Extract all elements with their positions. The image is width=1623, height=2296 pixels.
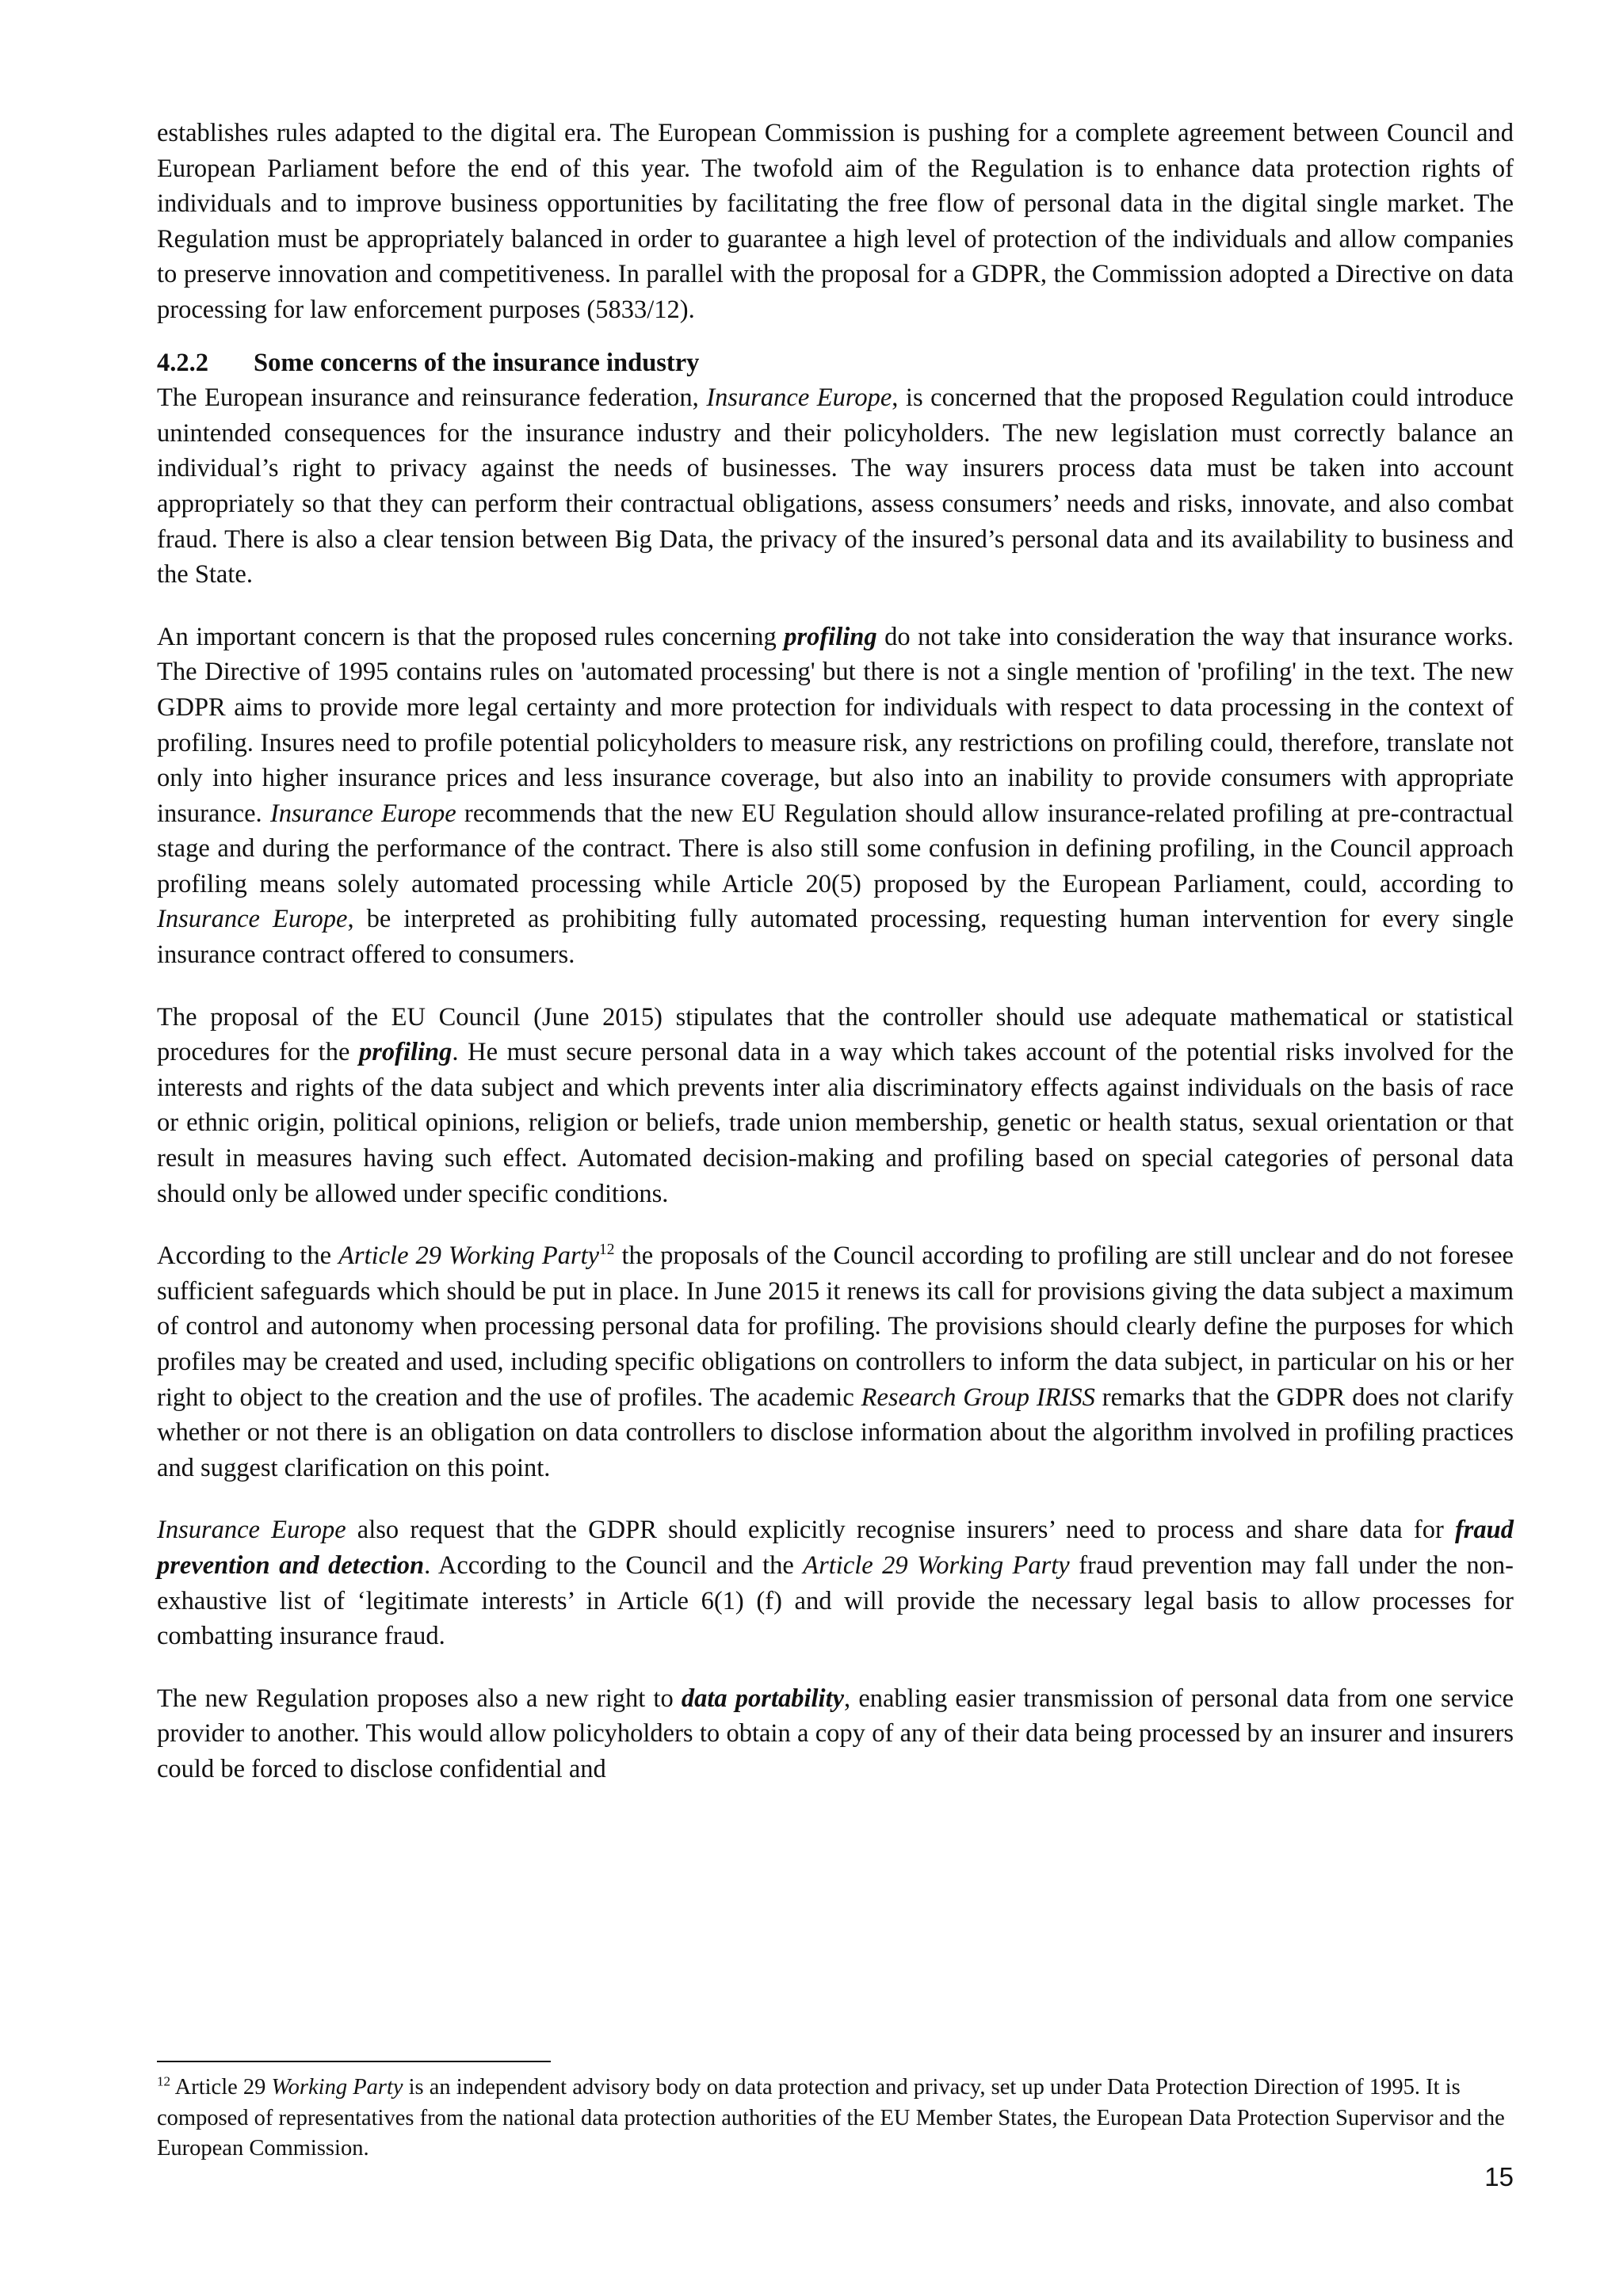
paragraph-5: Insurance Europe also request that the GDPR should explicitly recognise insurers’ need to process and share data for fraud prevention and detection. According to the Council and the Article 29 Working Party fraud prevention may fall under the non-exhaustive list of ‘legitimate interests’ in Article 6(1) (f) and will provide the necessary legal basis to allow processes for combatting insurance fraud. — [157, 1516, 1514, 1651]
key-term: profiling — [784, 622, 877, 651]
emphasis: Insurance Europe — [269, 799, 456, 828]
section-heading — [157, 345, 1514, 381]
page-number: 15 — [1484, 2162, 1514, 2191]
paragraph-6: The new Regulation proposes also a new right to data portability, enabling easier transmission of personal data from one service provider to another. This would allow policyholders to obtain a copy of any of their data being processed by an insurer and insurers could be forced to disclose confidential and — [157, 1684, 1514, 1783]
emphasis: Insurance Europe — [157, 905, 348, 934]
footnote-reference[interactable]: 12 — [599, 1241, 615, 1259]
emphasis: Working Party — [271, 2075, 403, 2100]
emphasis: Insurance Europe — [157, 1516, 346, 1545]
key-term: data portability — [681, 1684, 845, 1713]
footnote: $^{12}$ Article 29 Working Party is an independent advisory body on data protection and privacy, set up under Data Protection Direction of 1995. It is composed of representatives from the national data protection authorities of the EU Member States, the European Data Protection Supervisor and the European Commission. — [157, 2073, 1505, 2161]
paragraph-4: According to the Article 29 Working Party$^{12}$ the proposals of the Council according to profiling are still unclear and do not foresee sufficient safeguards which should be put in place. In June 2015 it renews its call for provisions giving the data subject a maximum of control and autonomy when processing personal data for profiling. The provisions should clearly define the purposes for which profiles may be created and used, including specific obligations on controllers to inform the data subject, in particular on his or her right to object to the creation and the use of profiles. The academic Research Group IRISS remarks that the GDPR does not clarify whether or not there is an obligation on data controllers to disclose information about the algorithm involved in profiling practices and suggest clarification on this point. — [157, 1241, 1514, 1482]
footnote-separator — [157, 2061, 551, 2062]
paragraph-3: The proposal of the EU Council (June 2015) stipulates that the controller should use adequate mathematical or statistical procedures for the profiling. He must secure personal data in a way which takes account of the potential risks involved for the interests and rights of the data subject and which prevents inter alia discriminatory effects against individuals on the basis of race or ethnic origin, political opinions, religion or beliefs, trade union membership, genetic or health status, sexual orientation or that result in measures having such effect. Automated decision-making and profiling based on special categories of personal data should only be allowed under specific conditions. — [157, 1002, 1514, 1208]
key-term: fraud prevention and detection — [157, 1516, 1514, 1580]
paragraph-2: An important concern is that the proposed rules concerning profiling do not take into consideration the way that insurance works. The Directive of 1995 contains rules on 'automated processing' but there is not a single mention of 'profiling' in the text. The new GDPR aims to provide more legal certainty and more protection for individuals with respect to data processing in the context of profiling. Insures need to profile potential policyholders to measure risk, any restrictions on profiling could, therefore, translate not only into higher insurance prices and less insurance coverage, but also into an inability to provide consumers with appropriate insurance. Insurance Europe recommends that the new EU Regulation should allow insurance-related profiling at pre-contractual stage and during the performance of the contract. There is also still some confusion in defining profiling, in the Council approach profiling means solely automated processing while Article 20(5) proposed by the European Parliament, could, according to Insurance Europe, be interpreted as prohibiting fully automated processing, requesting human intervention for every single insurance contract offered to consumers. — [157, 622, 1514, 970]
emphasis: Article 29 Working Party — [803, 1550, 1070, 1580]
intro-paragraph: establishes rules adapted to the digital era. The European Commission is pushing for a complete agreement between Council and European Parliament before the end of this year. The twofold aim of the Regulation is to enhance data protection rights of individuals and to improve business opportunities by facilitating the free flow of personal data in the digital single market. The Regulation must be appropriately balanced in order to guarantee a high level of protection of the individuals and allow companies to preserve innovation and competitiveness. In parallel with the proposal for a GDPR, the Commission adopted a Directive on data processing for law enforcement purposes (5833/12). — [157, 119, 1514, 324]
emphasis: Article 29 Working Party — [338, 1241, 600, 1271]
emphasis: Insurance Europe — [706, 383, 892, 413]
paragraph-1: The European insurance and reinsurance federation, Insurance Europe, is concerned that the proposed Regulation could introduce unintended consequences for the insurance industry and their policyholders. The new legislation must correctly balance an individual’s right to privacy against the needs of businesses. The way insurers process data must be taken into account appropriately so that they can perform their contractual obligations, assess consumers’ needs and risks, innovate, and also combat fraud. There is also a clear tension between Big Data, the privacy of the insured’s personal data and its availability to business and the State. — [157, 383, 1514, 589]
body-text — [157, 116, 1514, 1787]
section-title: Some concerns of the insurance industry — [254, 348, 700, 377]
footnote-marker: 12 — [157, 2073, 171, 2089]
section-number: 4.2.2 — [157, 348, 208, 377]
key-term: profiling — [358, 1038, 453, 1067]
emphasis: Research Group IRISS — [861, 1383, 1095, 1412]
